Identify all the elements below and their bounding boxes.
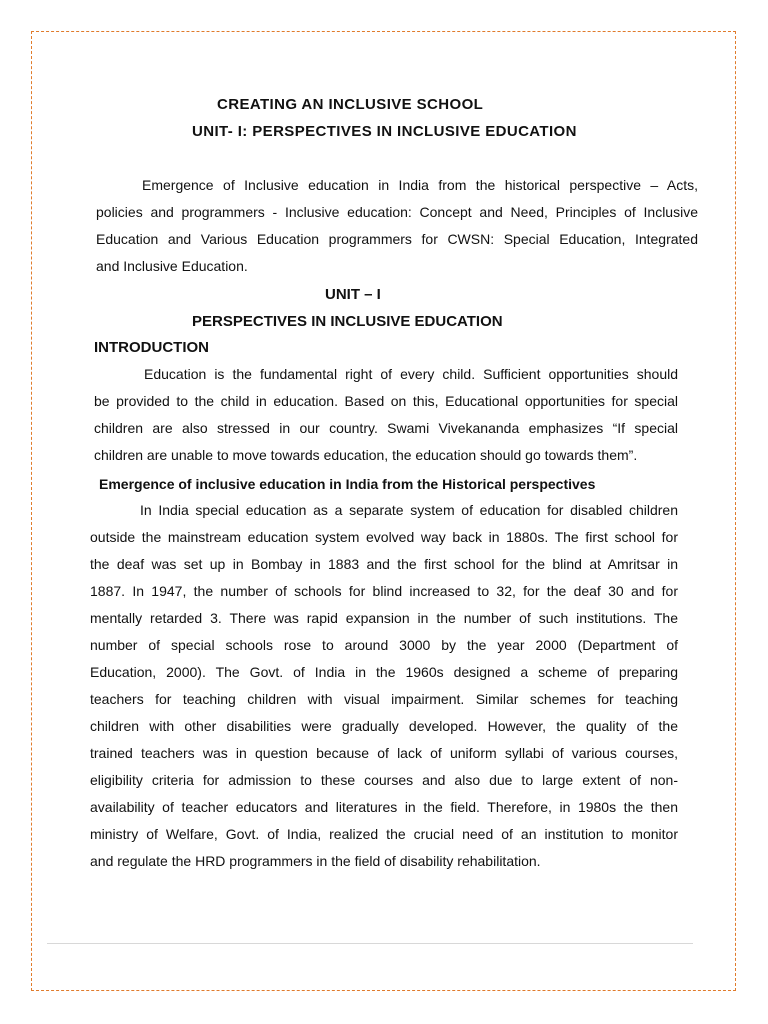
syllabus-line: Emergence of Inclusive education in India from the historical perspective – Acts, — [142, 177, 698, 193]
syllabus-line: policies and programmers - Inclusive education: Concept and Need, Principles of Inclusive — [96, 204, 698, 220]
footer-divider — [47, 943, 693, 944]
introduction-line: children are unable to move towards education, the education should go towards them”. — [94, 447, 638, 463]
unit-title: UNIT- I: PERSPECTIVES IN INCLUSIVE EDUCATION — [192, 123, 577, 140]
introduction-line: Education is the fundamental right of every child. Sufficient opportunities should — [144, 366, 678, 382]
history-line: Education, 2000). The Govt. of India in the 1960s designed a scheme of preparing — [90, 664, 678, 680]
section-heading: Emergence of inclusive education in India from the Historical perspectives — [99, 476, 596, 492]
history-line: 1887. In 1947, the number of schools for blind increased to 32, for the deaf 30 and for — [90, 583, 678, 599]
unit-heading: UNIT – I — [325, 286, 381, 303]
history-line: outside the mainstream education system evolved way back in 1880s. The first school for — [90, 529, 678, 545]
syllabus-paragraph — [96, 172, 698, 280]
history-line: number of special schools rose to around 3000 by the year 2000 (Department of — [90, 637, 678, 653]
introduction-heading: INTRODUCTION — [94, 339, 209, 356]
introduction-line: be provided to the child in education. Based on this, Educational opportunities for special — [94, 393, 678, 409]
history-line: In India special education as a separate system of education for disabled children — [140, 502, 678, 518]
document-title: CREATING AN INCLUSIVE SCHOOL — [217, 96, 484, 113]
history-line: the deaf was set up in Bombay in 1883 and the first school for the blind at Amritsar in — [90, 556, 678, 572]
introduction-paragraph — [94, 361, 678, 469]
history-line: ministry of Welfare, Govt. of India, realized the crucial need of an institution to monitor — [90, 826, 678, 842]
introduction-line: children are also stressed in our country. Swami Vivekananda emphasizes “If special — [94, 420, 678, 436]
history-line: eligibility criteria for admission to these courses and also due to large extent of non- — [90, 772, 678, 788]
unit-subheading: PERSPECTIVES IN INCLUSIVE EDUCATION — [192, 313, 503, 330]
history-line: teachers for teaching children with visual impairment. Similar schemes for teaching — [90, 691, 678, 707]
history-line: trained teachers was in question because of lack of uniform syllabi of various courses, — [90, 745, 678, 761]
history-line: availability of teacher educators and literatures in the field. Therefore, in 1980s the then — [90, 799, 678, 815]
history-line: and regulate the HRD programmers in the field of disability rehabilitation. — [90, 853, 541, 869]
syllabus-line: Education and Various Education programmers for CWSN: Special Education, Integrated — [96, 231, 698, 247]
history-paragraph — [90, 497, 678, 875]
history-line: mentally retarded 3. There was rapid expansion in the number of such institutions. The — [90, 610, 678, 626]
syllabus-line: and Inclusive Education. — [96, 258, 248, 274]
history-line: children with other disabilities were gradually developed. However, the quality of the — [90, 718, 678, 734]
